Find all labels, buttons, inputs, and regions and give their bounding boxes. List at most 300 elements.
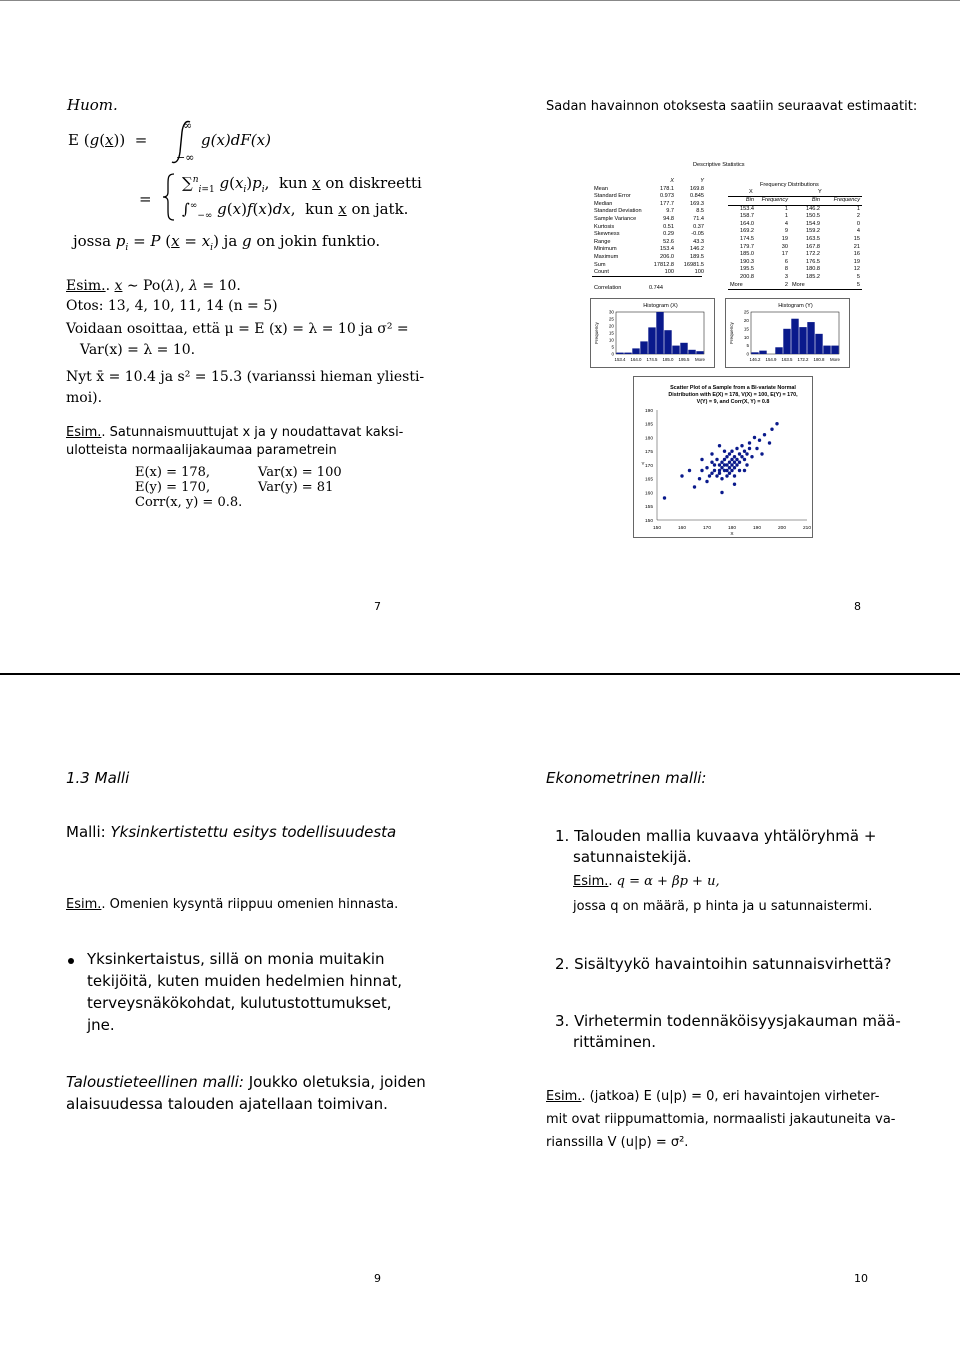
- p7-integrand: g(x)dF(x): [201, 131, 271, 149]
- fd-cell: 19: [853, 258, 860, 265]
- scatter-point: [718, 472, 721, 475]
- p10-esim2-line2: mit ovat riippumattomia, normaalisti jakautuneita va-: [546, 1112, 896, 1127]
- scatter-point: [720, 477, 723, 480]
- fd-head-freq-x: Frequency: [761, 197, 788, 203]
- ds-cell: 146.2: [690, 246, 704, 253]
- p7-param-ey: E(y) = 170,: [135, 480, 211, 495]
- ds-cell: 52.6: [663, 238, 674, 245]
- fd-cell: 19: [781, 235, 788, 242]
- histogram-x-chart: [590, 298, 715, 368]
- ds-row: [592, 246, 706, 254]
- hist-x-xtick-label: 153.4: [614, 357, 626, 362]
- fd-cell: 12: [853, 266, 860, 273]
- ds-row: [592, 254, 706, 262]
- p9-talous-line1: [66, 1073, 426, 1091]
- scatter-point: [705, 480, 708, 483]
- ds-row-label: Skewness: [594, 231, 620, 238]
- p10-item1-line2: satunnaistekijä.: [573, 848, 692, 866]
- p7-case-discrete: ∑$^n_{i=1}$ $g(x_i)p_i$, kun x on diskreetti: [182, 174, 422, 195]
- p9-bullet-line4: jne.: [87, 1016, 115, 1034]
- scatter-point: [688, 469, 691, 472]
- fd-cell: 1: [784, 205, 788, 212]
- p9-bullet-line2: tekijöitä, kuten muiden hedelmien hinnat,: [87, 972, 402, 990]
- scatter-point: [748, 447, 751, 450]
- p10-item2: 2. Sisältyykö havaintoihin satunnaisvirhettä?: [555, 955, 892, 973]
- hist-x-ytick-label: 10: [608, 337, 614, 343]
- p7-integral-upper: ∞: [183, 119, 193, 132]
- page-divider-horizontal: [0, 673, 960, 675]
- fd-cell: 179.7: [740, 243, 754, 250]
- bullet-icon: [68, 958, 74, 964]
- ds-cell: 153.4: [660, 246, 674, 253]
- ds-cell: 100: [694, 269, 704, 276]
- hist-y-bar: [791, 319, 798, 354]
- scatter-point: [725, 474, 728, 477]
- scatter-point: [738, 452, 741, 455]
- scatter-xtick-label: 190: [752, 526, 762, 531]
- scatter-point: [720, 466, 723, 469]
- scatter-title-line: Scatter Plot of a Sample from a Bi-variate Normal: [670, 385, 796, 391]
- scatter-point: [755, 447, 758, 450]
- scatter-title-line: V(Y) = 9, and Corr(X, Y) = 0.8: [696, 399, 770, 405]
- scatter-point: [723, 458, 726, 461]
- hist-y-xtick-label: 172.2: [797, 357, 809, 362]
- scatter-point: [733, 466, 736, 469]
- hist-x-title: Histogram (X): [643, 303, 678, 309]
- scatter-point: [730, 469, 733, 472]
- scatter-point: [720, 461, 723, 464]
- p9-malli-label: Malli:: [66, 823, 106, 841]
- hist-x-bar: [688, 350, 695, 354]
- p7-integral-lower: −∞: [176, 151, 195, 164]
- ds-title: Descriptive Statistics: [693, 162, 745, 168]
- scatter-point: [735, 458, 738, 461]
- fd-cell: 2: [856, 213, 860, 220]
- hist-y-bar: [783, 329, 790, 354]
- fd-cell: 158.7: [740, 213, 754, 220]
- scatter-point: [738, 461, 741, 464]
- fd-cell: 5: [856, 273, 860, 280]
- ds-cell: 0.845: [690, 193, 704, 200]
- fd-cell: 9: [784, 228, 788, 235]
- p7-page-number: 7: [374, 600, 381, 613]
- fd-row: [728, 259, 862, 267]
- ds-row: [592, 186, 706, 194]
- scatter-point: [715, 474, 718, 477]
- ds-cell: 189.5: [690, 253, 704, 260]
- p9-talous-text1: Joukko oletuksia, joiden: [248, 1073, 426, 1091]
- fd-cell: 4: [856, 228, 860, 235]
- p9-bullet-line3: terveysnäkökohdat, kulutustottumukset,: [87, 994, 392, 1012]
- hist-x-ytick-label: 5: [611, 344, 614, 350]
- fd-cell: 185.2: [806, 273, 820, 280]
- ds-correlation-label: Correlation: [594, 285, 622, 291]
- scatter-point: [740, 444, 743, 447]
- scatter-point: [723, 450, 726, 453]
- fd-row: [728, 228, 862, 236]
- scatter-point: [760, 452, 763, 455]
- scatter-point: [680, 474, 683, 477]
- fd-cell: 174.5: [740, 235, 754, 242]
- scatter-point: [728, 472, 731, 475]
- ds-row-label: Standard Error: [594, 193, 631, 200]
- scatter-point: [733, 461, 736, 464]
- p9-malli: [66, 823, 396, 841]
- p10-heading: Ekonometrinen malli:: [546, 769, 707, 787]
- fd-cell: 3: [784, 273, 788, 280]
- scatter-point: [735, 447, 738, 450]
- scatter-point: [745, 452, 748, 455]
- scatter-xtick-label: 150: [652, 526, 662, 531]
- p7-case-continuous: $\int^\infty_{-\infty}$ g(x)f(x)dx, kun x on jatk.: [182, 200, 409, 221]
- ds-row-label: Sum: [594, 261, 606, 268]
- hist-x-ytick-label: 15: [608, 330, 614, 336]
- fd-cell: 21: [853, 243, 860, 250]
- fd-cell: 180.8: [806, 266, 820, 273]
- scatter-point: [735, 463, 738, 466]
- fd-cell: 1: [784, 213, 788, 220]
- ds-row-label: Minimum: [594, 246, 617, 253]
- ds-col-y: Y: [700, 178, 704, 184]
- scatter-point: [720, 491, 723, 494]
- scatter-point: [700, 458, 703, 461]
- fd-cell: 176.5: [806, 258, 820, 265]
- scatter-point: [725, 469, 728, 472]
- fd-cell: 8: [784, 266, 788, 273]
- scatter-point: [715, 458, 718, 461]
- scatter-point: [693, 485, 696, 488]
- p7-nyt-1: Nyt x̄ = 10.4 ja s² = 15.3 (varianssi hieman yliesti-: [66, 369, 425, 385]
- hist-x-bar: [680, 343, 687, 354]
- fd-cell: 16: [853, 251, 860, 258]
- hist-y-ytick-label: 20: [743, 318, 749, 323]
- p10-esim: Esim.. q = α + βp + u,: [573, 874, 720, 889]
- ds-cell: 178.1: [660, 185, 674, 192]
- fd-row: [728, 282, 862, 290]
- ds-row: [592, 193, 706, 201]
- fd-cell: 200.8: [740, 273, 754, 280]
- p7-param-vary: Var(y) = 81: [258, 480, 334, 495]
- hist-y-bar: [759, 351, 766, 354]
- hist-x-ytick-label: 0: [611, 351, 614, 357]
- fd-cell: More: [730, 281, 743, 288]
- fd-row: [728, 244, 862, 252]
- ds-cell: 8.5: [696, 208, 704, 215]
- scatter-ytick-label: 155: [644, 505, 653, 511]
- hist-y-xtick-label: More: [829, 357, 841, 362]
- hist-y-xtick-label: 146.2: [749, 357, 761, 362]
- fd-cell: 159.2: [806, 228, 820, 235]
- ds-cell: 9.7: [666, 208, 674, 215]
- hist-y-bar: [775, 347, 782, 354]
- ds-row-label: Median: [594, 200, 613, 207]
- scatter-point: [713, 469, 716, 472]
- hist-x-bar: [632, 348, 639, 354]
- fd-head-bin-y: Bin: [811, 197, 820, 203]
- hist-y-ytick-label: 25: [743, 309, 749, 315]
- fd-cell: 164.0: [740, 220, 754, 227]
- scatter-point: [730, 458, 733, 461]
- p7-esim2-line2: ulotteista normaalijakaumaa parametrein: [66, 443, 337, 458]
- scatter-point: [733, 455, 736, 458]
- hist-y-xtick-label: 163.5: [781, 357, 793, 362]
- ds-row-label: Range: [594, 238, 611, 245]
- p7-equals: =: [139, 190, 152, 208]
- ds-row: [592, 231, 706, 239]
- scatter-ytick-label: 170: [644, 463, 653, 469]
- hist-x-xtick-label: More: [694, 357, 706, 362]
- fd-cell: 1: [856, 205, 860, 212]
- ds-row-label: Count: [594, 269, 609, 276]
- ds-cell: 0.37: [693, 223, 704, 230]
- fd-cell: 154.9: [806, 220, 820, 227]
- fd-row: [728, 221, 862, 229]
- ds-cell: 43.3: [693, 238, 704, 245]
- p10-esim2-label: Esim.: [546, 1089, 582, 1104]
- hist-x-xtick-label: 195.5: [678, 357, 690, 362]
- fd-row: [728, 266, 862, 274]
- fd-cell: 153.4: [740, 205, 754, 212]
- scatter-point: [758, 439, 761, 442]
- scatter-point: [730, 450, 733, 453]
- ds-row: [592, 239, 706, 247]
- ds-col-x: X: [670, 178, 674, 184]
- ds-correlation: [594, 285, 663, 291]
- p10-esim-label: Esim.: [573, 874, 609, 889]
- p9-talous-label: Taloustieteellinen malli:: [66, 1073, 244, 1091]
- hist-x-xtick-label: 164.0: [630, 357, 642, 362]
- p9-heading: 1.3 Malli: [66, 769, 130, 787]
- hist-x-bar: [640, 341, 647, 354]
- ds-row-label: Mean: [594, 185, 608, 192]
- scatter-point: [740, 455, 743, 458]
- scatter-point: [698, 477, 701, 480]
- p10-item3-line2: rittäminen.: [573, 1033, 657, 1051]
- hist-y-bar: [807, 322, 814, 354]
- hist-y-xtick-label: 180.8: [813, 357, 825, 362]
- hist-x-bar: [616, 353, 623, 354]
- hist-x-ylabel: Frequency: [594, 322, 599, 344]
- fd-cell: 17: [781, 251, 788, 258]
- ds-cell: 94.8: [663, 215, 674, 222]
- p9-malli-text: Yksinkertistettu esitys todellisuudesta: [110, 823, 397, 841]
- ds-cell: 169.3: [690, 200, 704, 207]
- ds-cell: 0.51: [663, 223, 674, 230]
- hist-x-xtick-label: 185.0: [662, 357, 674, 362]
- p7-jossa: jossa $p_i = P$ $(x = x_i)$ ja g on jokin funktio.: [73, 232, 381, 253]
- hist-y-ytick-label: 5: [746, 343, 749, 349]
- ds-cell: 206.0: [660, 253, 674, 260]
- frequency-table: [728, 196, 862, 290]
- scatter-xtick-label: 180: [727, 526, 737, 531]
- p10-page-number: 10: [854, 1272, 868, 1285]
- ds-row: [592, 208, 706, 216]
- hist-y-ytick-label: 0: [746, 351, 749, 357]
- scatter-point: [728, 452, 731, 455]
- scatter-ytick-label: 190: [644, 408, 653, 414]
- hist-x-bar: [656, 312, 663, 354]
- page-top-border: [0, 0, 960, 1]
- p9-bullet-line1: Yksinkertaistus, sillä on monia muitakin: [87, 950, 385, 968]
- p7-param-varx: Var(x) = 100: [258, 465, 342, 480]
- p10-esim2-line1: Esim.. (jatkoa) E (u|p) = 0, eri havaintojen virheter-: [546, 1089, 880, 1104]
- fd-cell: 146.2: [806, 205, 820, 212]
- p7-esim2-text1: Satunnaismuuttujat x ja y noudattavat kaksi-: [109, 425, 404, 440]
- ds-correlation-value: 0.744: [648, 285, 663, 291]
- p10-item3-line1: 3. Virhetermin todennäköisyysjakauman mää-: [555, 1012, 901, 1030]
- scatter-point: [748, 441, 751, 444]
- hist-x-bar: [664, 330, 671, 354]
- ds-cell: 71.4: [693, 215, 704, 222]
- p10-esim2-line3: rianssilla V (u|p) = σ².: [546, 1135, 689, 1150]
- scatter-point: [738, 469, 741, 472]
- ds-row: [592, 262, 706, 270]
- fd-cell: 195.5: [740, 266, 754, 273]
- ds-row: [592, 224, 706, 232]
- scatter-point: [725, 455, 728, 458]
- fd-cell: 30: [781, 243, 788, 250]
- scatter-point: [718, 444, 721, 447]
- ds-cell: 17812.8: [653, 261, 674, 268]
- fd-row: [728, 274, 862, 282]
- scatter-ylabel: Y: [641, 462, 645, 467]
- ds-cell: 177.7: [660, 200, 674, 207]
- p7-voidaan-1: Voidaan osoittaa, että μ = E (x) = λ = 10 ja σ² =: [66, 321, 409, 337]
- fd-cell: More: [792, 281, 805, 288]
- hist-y-xtick-label: 154.9: [765, 357, 777, 362]
- scatter-point: [705, 466, 708, 469]
- scatter-ytick-label: 165: [644, 477, 653, 483]
- fd-cell: 5: [856, 281, 860, 288]
- scatter-point: [728, 461, 731, 464]
- hist-y-bar: [815, 334, 822, 354]
- p7-nyt-2: moi).: [66, 390, 103, 406]
- scatter-point: [710, 472, 713, 475]
- ds-row: [592, 216, 706, 224]
- scatter-point: [753, 436, 756, 439]
- fd-cell: 185.0: [740, 251, 754, 258]
- scatter-xtick-label: 200: [777, 526, 787, 531]
- fd-cell: 6: [784, 258, 788, 265]
- hist-y-ytick-label: 15: [743, 326, 749, 332]
- p7-esim1: Esim.. x ∼ Po(λ), λ = 10.: [66, 278, 241, 294]
- hist-x-bar: [696, 351, 703, 354]
- scatter-ytick-label: 175: [644, 450, 653, 456]
- ds-cell: 0.973: [660, 193, 674, 200]
- scatter-point: [763, 433, 766, 436]
- hist-y-title: Histogram (Y): [778, 303, 813, 309]
- fd-row: [728, 213, 862, 221]
- ds-row: [592, 201, 706, 209]
- ds-cell: -0.05: [691, 231, 704, 238]
- fd-cell: 190.3: [740, 258, 754, 265]
- fd-cell: 167.8: [806, 243, 820, 250]
- p9-talous-line2: alaisuudessa talouden ajatellaan toimivan.: [66, 1095, 388, 1113]
- p7-voidaan-2: Var(x) = λ = 10.: [80, 342, 196, 358]
- ds-row-label: Maximum: [594, 253, 619, 260]
- fd-y: Y: [818, 189, 822, 195]
- fd-x: X: [749, 189, 753, 195]
- p9-esim: Esim.. Omenien kysyntä riippuu omenien hinnasta.: [66, 897, 399, 912]
- hist-x-bar: [648, 327, 655, 354]
- scatter-point: [743, 458, 746, 461]
- scatter-point: [733, 483, 736, 486]
- hist-y-bar: [751, 352, 758, 354]
- p9-esim-text: Omenien kysyntä riippuu omenien hinnasta.: [109, 897, 399, 912]
- scatter-title-line: Distribution with E(X) = 178, V(X) = 100, E(Y) = 170,: [668, 392, 798, 398]
- scatter-xtick-label: 210: [802, 526, 812, 531]
- fd-cell: 15: [853, 235, 860, 242]
- scatter-point: [768, 441, 771, 444]
- hist-y-bar: [823, 346, 830, 354]
- scatter-ytick-label: 180: [644, 436, 653, 442]
- ds-cell: 0.29: [663, 231, 674, 238]
- scatter-point: [700, 469, 703, 472]
- scatter-point: [713, 463, 716, 466]
- p7-esim2-label: Esim.: [66, 425, 102, 440]
- fd-cell: 163.5: [806, 235, 820, 242]
- scatter-point: [708, 474, 711, 477]
- p7-param-ex: E(x) = 178,: [135, 465, 211, 480]
- p10-jossa: jossa q on määrä, p hinta ja u satunnaistermi.: [573, 899, 873, 914]
- fd-head-freq-y: Frequency: [833, 197, 860, 203]
- fd-row: [728, 236, 862, 244]
- scatter-point: [775, 422, 778, 425]
- ds-cell: 16981.5: [683, 261, 704, 268]
- ds-cell: 169.8: [690, 185, 704, 192]
- scatter-point: [733, 474, 736, 477]
- hist-y-ylabel: Frequency: [729, 322, 734, 344]
- scatter-point: [743, 450, 746, 453]
- hist-x-bar: [624, 353, 631, 354]
- fd-row: [728, 251, 862, 259]
- p7-title: Huom.: [67, 96, 118, 114]
- fd-cell: 169.2: [740, 228, 754, 235]
- fd-cell: 150.5: [806, 213, 820, 220]
- p8-page-number: 8: [854, 600, 861, 613]
- p8-heading: Sadan havainnon otoksesta saatiin seuraavat estimaatit:: [546, 99, 918, 114]
- p10-item1-line1: 1. Talouden mallia kuvaava yhtälöryhmä +: [555, 827, 877, 845]
- fd-cell: 4: [784, 220, 788, 227]
- hist-x-ytick-label: 25: [608, 316, 614, 322]
- fd-head-bin-x: Bin: [745, 197, 754, 203]
- scatter-plot-chart: [633, 376, 813, 538]
- scatter-point: [745, 463, 748, 466]
- scatter-point: [710, 461, 713, 464]
- scatter-point: [725, 463, 728, 466]
- fd-title: Frequency Distributions: [760, 182, 819, 188]
- scatter-ytick-label: 185: [644, 422, 653, 428]
- hist-y-bar: [831, 346, 838, 354]
- scatter-point: [663, 496, 666, 499]
- scatter-xtick-label: 170: [702, 526, 712, 531]
- scatter-point: [718, 463, 721, 466]
- scatter-xtick-label: 160: [677, 526, 687, 531]
- hist-x-ytick-label: 30: [608, 309, 614, 315]
- p10-esim-text: q = α + βp + u,: [616, 874, 720, 889]
- scatter-point: [770, 428, 773, 431]
- fd-row: [728, 205, 862, 213]
- p7-param-corr: Corr(x, y) = 0.8.: [135, 495, 243, 510]
- brace-icon: [160, 172, 178, 222]
- p7-expectation-lhs: E (g(x)) =: [68, 131, 148, 149]
- p10-esim2-text1: (jatkoa) E (u|p) = 0, eri havaintojen virheter-: [589, 1089, 880, 1104]
- scatter-xlabel: X: [730, 532, 734, 537]
- ds-row-label: Sample Variance: [594, 215, 637, 222]
- fd-cell: 172.2: [806, 251, 820, 258]
- ds-row-label: Standard Deviation: [594, 208, 642, 215]
- p9-page-number: 9: [374, 1272, 381, 1285]
